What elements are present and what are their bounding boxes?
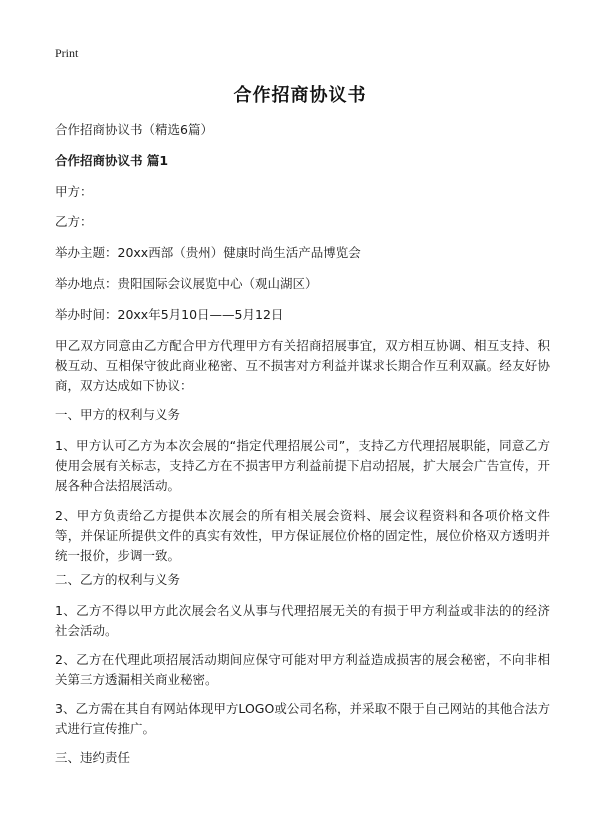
event-time: 举办时间：20xx年5月10日——5月12日	[55, 307, 284, 322]
party-b-line: 乙方：	[55, 214, 93, 229]
intro-paragraph: 甲乙双方同意由乙方配合甲方代理甲方有关招商招展事宜，双方相互协调、相互支持、积极互动、互相保守彼此商业秘密、互不损害对方利益并谋求长期合作互利双赢。经友好协商，双方达成如下协议：	[55, 338, 550, 393]
party-a-line: 甲方：	[55, 184, 93, 199]
section-1-item-2: 2、甲方负责给乙方提供本次展会的所有相关展会资料、展会议程资料和各项价格文件等，并保证所提供文件的真实有效性，甲方保证展位价格的固定性，展位价格双方透明并统一报价，步调一致。	[55, 508, 550, 563]
document-subtitle: 合作招商协议书（精选6篇）	[55, 122, 213, 137]
section-2-item-1: 1、乙方不得以甲方此次展会名义从事与代理招展无关的有损于甲方利益或非法的的经济社会活动。	[55, 603, 550, 638]
document-title: 合作招商协议书	[233, 85, 367, 106]
event-theme: 举办主题：20xx西部（贵州）健康时尚生活产品博览会	[55, 245, 361, 260]
section-1-item-1: 1、甲方认可乙方为本次会展的“指定代理招展公司”，支持乙方代理招展职能，同意乙方使用会展有关标志，支持乙方在不损害甲方利益前提下启动招展，扩大展会广告宣传，开展各种合法招展活动。	[55, 438, 550, 493]
section-2-heading: 二、乙方的权利与义务	[55, 572, 181, 587]
section-1-heading: 一、甲方的权利与义务	[55, 407, 181, 422]
section-2-item-3: 3、乙方需在其自有网站体现甲方LOGO或公司名称，并采取不限于自己网站的其他合法方式进行宣传推广。	[55, 701, 550, 736]
section-heading: 合作招商协议书 篇1	[55, 153, 169, 168]
section-2-item-2: 2、乙方在代理此项招展活动期间应保守可能对甲方利益造成损害的展会秘密，不向非相关第三方透漏相关商业秘密。	[55, 652, 550, 687]
print-link[interactable]: Print	[55, 46, 79, 60]
event-venue: 举办地点：贵阳国际会议展览中心（观山湖区）	[55, 276, 318, 291]
section-3-heading: 三、违约责任	[55, 750, 131, 765]
